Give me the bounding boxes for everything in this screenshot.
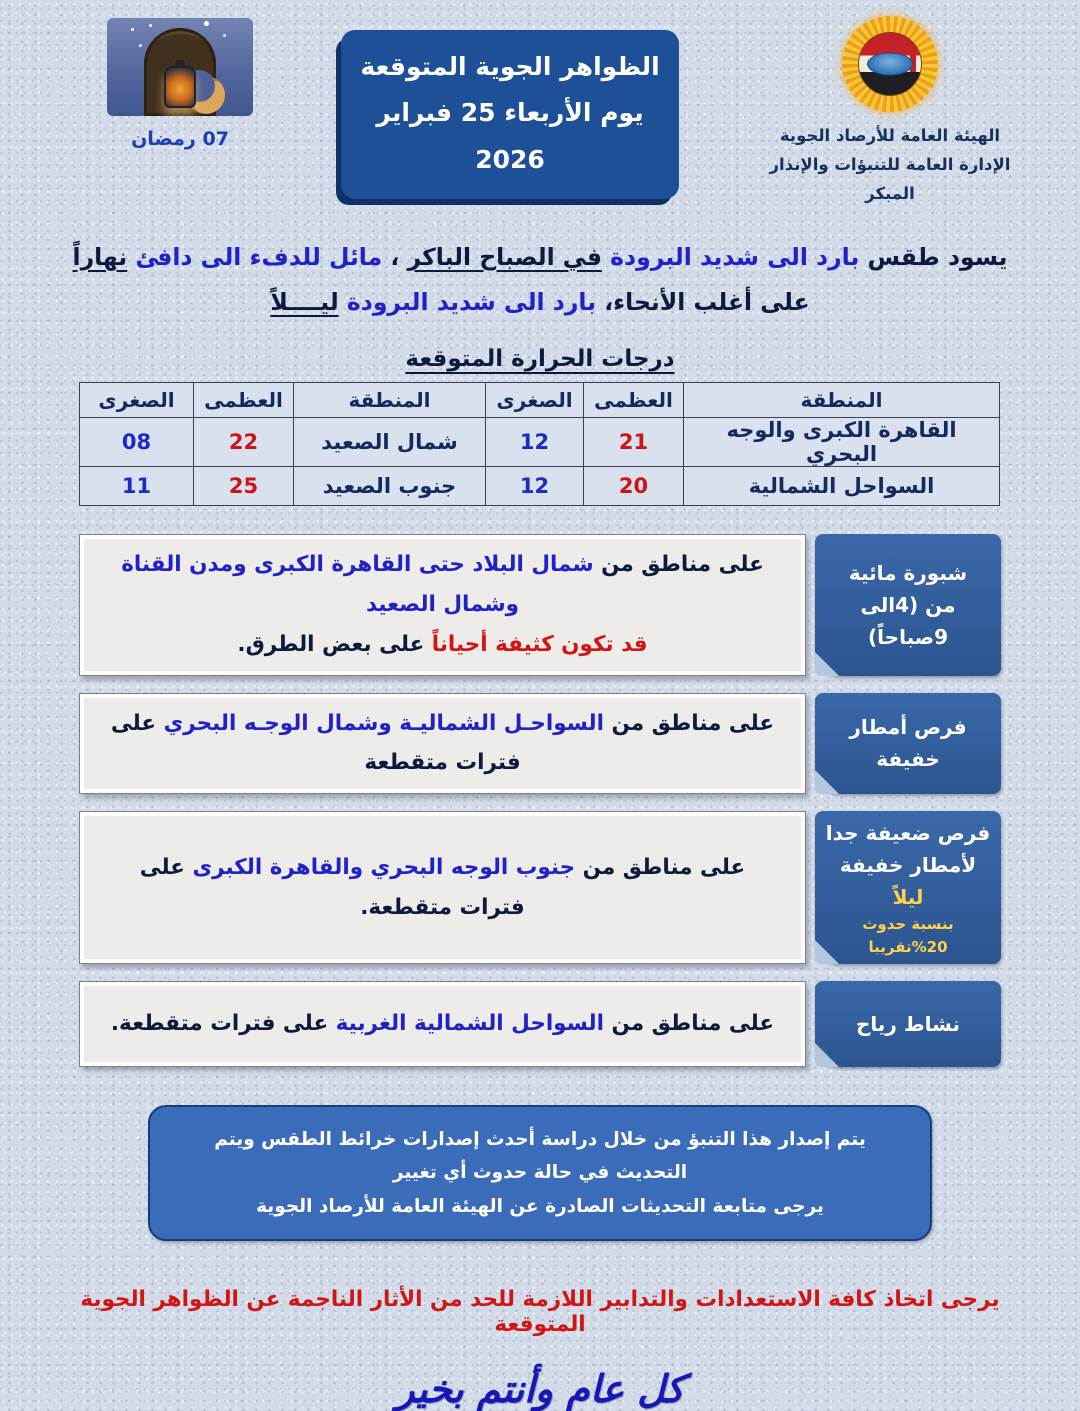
section-wind: [79, 981, 1001, 1067]
agency-block: [756, 14, 1024, 209]
bulletin-date: يوم الأربعاء 25 فبراير 2026: [376, 98, 644, 174]
region-name: السواحل الشمالية: [684, 467, 1000, 506]
desc-segment: على مناطق من: [593, 552, 764, 578]
table-header-row: [80, 383, 1000, 418]
logo-globe: [858, 32, 922, 96]
weak-rain-label-badge: [815, 811, 1001, 964]
table-row: [80, 467, 1000, 506]
stars-icon: [131, 28, 134, 31]
summary-segment: مائل للدفء الى دافئ: [127, 242, 383, 271]
region-name: شمال الصعيد: [294, 418, 486, 467]
fog-label-line2: من (4الى 9صباحاً): [860, 592, 956, 649]
section-light-rain: [79, 693, 1001, 795]
phenomena-sections: [79, 534, 1001, 1067]
col-header-region: المنطقة: [684, 383, 1000, 418]
desc-segment: على مناطق من: [604, 710, 775, 736]
summary-segment: في الصباح الباكر: [407, 242, 602, 271]
max-temp: 20: [584, 467, 684, 506]
desc-segment: السواحل الشمالية الغربية: [328, 1011, 604, 1037]
weak-rain-label-line1: فرص ضعيفة جدا: [825, 821, 991, 846]
light-rain-label-line1: فرص أمطار: [849, 715, 967, 740]
desc-segment: على فترات متقطعة.: [139, 854, 525, 920]
min-temp: 11: [80, 467, 194, 506]
section-weak-rain: [79, 811, 1001, 964]
label-segment: ليلاً: [892, 885, 924, 910]
wind-label-line1: نشاط رياح: [855, 1012, 961, 1037]
note-line2: يرجى متابعة التحديثات الصادرة عن الهيئة العامة للأرصاد الجوية: [256, 1195, 824, 1217]
weak-rain-probability: بنسبة حدوث 20%تقريبا: [862, 915, 954, 956]
col-header-min: الصغرى: [486, 383, 584, 418]
desc-segment: السواحـل الشماليـة وشمال الوجـه البحري: [156, 710, 604, 736]
max-temp: 22: [194, 418, 294, 467]
lantern-icon: [164, 66, 196, 108]
col-header-min: الصغرى: [80, 383, 194, 418]
light-rain-label-badge: [815, 693, 1001, 795]
ramadan-block: [96, 14, 264, 150]
agency-department: الإدارة العامة للتنبؤات والإنذار المبكر: [769, 154, 1011, 203]
header: [0, 0, 1080, 209]
temperatures-table: [79, 382, 1000, 506]
min-temp: 12: [486, 418, 584, 467]
fog-label-badge: [815, 534, 1001, 675]
bulletin-title-box: [341, 30, 679, 199]
min-temp: 12: [486, 467, 584, 506]
fog-description: [79, 534, 806, 675]
max-temp: 21: [584, 418, 684, 467]
col-header-region: المنطقة: [294, 383, 486, 418]
wind-label-badge: [815, 981, 1001, 1067]
summary-segment: نهاراً: [72, 242, 128, 271]
col-header-max: العظمى: [584, 383, 684, 418]
table-row: [80, 418, 1000, 467]
weather-summary-line2: [0, 280, 1080, 326]
region-name: القاهرة الكبرى والوجه البحري: [684, 418, 1000, 467]
weather-summary: [0, 235, 1080, 327]
col-header-max: العظمى: [194, 383, 294, 418]
region-name: جنوب الصعيد: [294, 467, 486, 506]
desc-segment: على بعض الطرق.: [237, 631, 425, 657]
summary-segment: ،: [382, 242, 408, 271]
desc-segment: على مناطق من: [604, 1011, 775, 1037]
label-segment: لأمطار خفيفة: [839, 853, 977, 878]
logo-cloud-icon: [867, 53, 913, 76]
summary-segment: يسود طقس: [859, 242, 1008, 271]
fog-label-line1: شبورة مائية: [848, 560, 968, 585]
bulletin-title: الظواهر الجوية المتوقعة: [360, 52, 660, 81]
precautions-warning: يرجى اتخاذ كافة الاستعدادات والتدابير اللازمة للحد من الأثار الناجمة عن الظواهر الجوية المتوقعة: [80, 1286, 1000, 1337]
note-line1: يتم إصدار هذا التنبؤ من خلال دراسة أحدث إصدارات خرائط الطقس ويتم التحديث في حالة حدوث أي تغيير: [214, 1129, 866, 1184]
wind-description: [79, 981, 806, 1067]
desc-segment: على فترات متقطعة: [110, 710, 521, 776]
meteorology-authority-logo-icon: [842, 16, 938, 112]
desc-segment: على مناطق من: [575, 854, 746, 880]
desc-segment: جنوب الوجه البحري والقاهرة الكبرى: [184, 854, 576, 880]
desc-segment: قد تكون كثيفة أحياناً: [424, 631, 648, 657]
weather-summary-line1: [0, 235, 1080, 281]
min-temp: 08: [80, 418, 194, 467]
weak-rain-label-line2: [823, 849, 993, 913]
ramadan-lantern-icon: [107, 18, 253, 116]
summary-segment: على أغلب الأنحاء،: [596, 288, 810, 317]
max-temp: 25: [194, 467, 294, 506]
light-rain-description: [79, 693, 806, 795]
desc-segment: على فترات متقطعة.: [110, 1011, 329, 1037]
ramadan-day-caption: 07 رمضان: [131, 128, 229, 150]
temperatures-heading: درجات الحرارة المتوقعة: [405, 346, 675, 373]
greeting-calligraphy: كل عام وأنتم بخير: [395, 1366, 685, 1411]
agency-name: الهيئة العامة للأرصاد الجوية: [779, 126, 1001, 145]
weak-rain-description: [79, 811, 806, 964]
summary-segment: بارد الى شديد البرودة: [338, 288, 597, 317]
section-fog: [79, 534, 1001, 675]
desc-segment: شمال البلاد حتى القاهرة الكبرى ومدن القناة وشمال الصعيد: [121, 552, 594, 618]
summary-segment: ليــــلاً: [270, 288, 339, 317]
update-note-box: [148, 1105, 932, 1241]
summary-segment: بارد الى شديد البرودة: [601, 242, 860, 271]
temperatures-table-wrap: [80, 382, 1000, 506]
light-rain-label-line2: خفيفة: [876, 747, 940, 772]
